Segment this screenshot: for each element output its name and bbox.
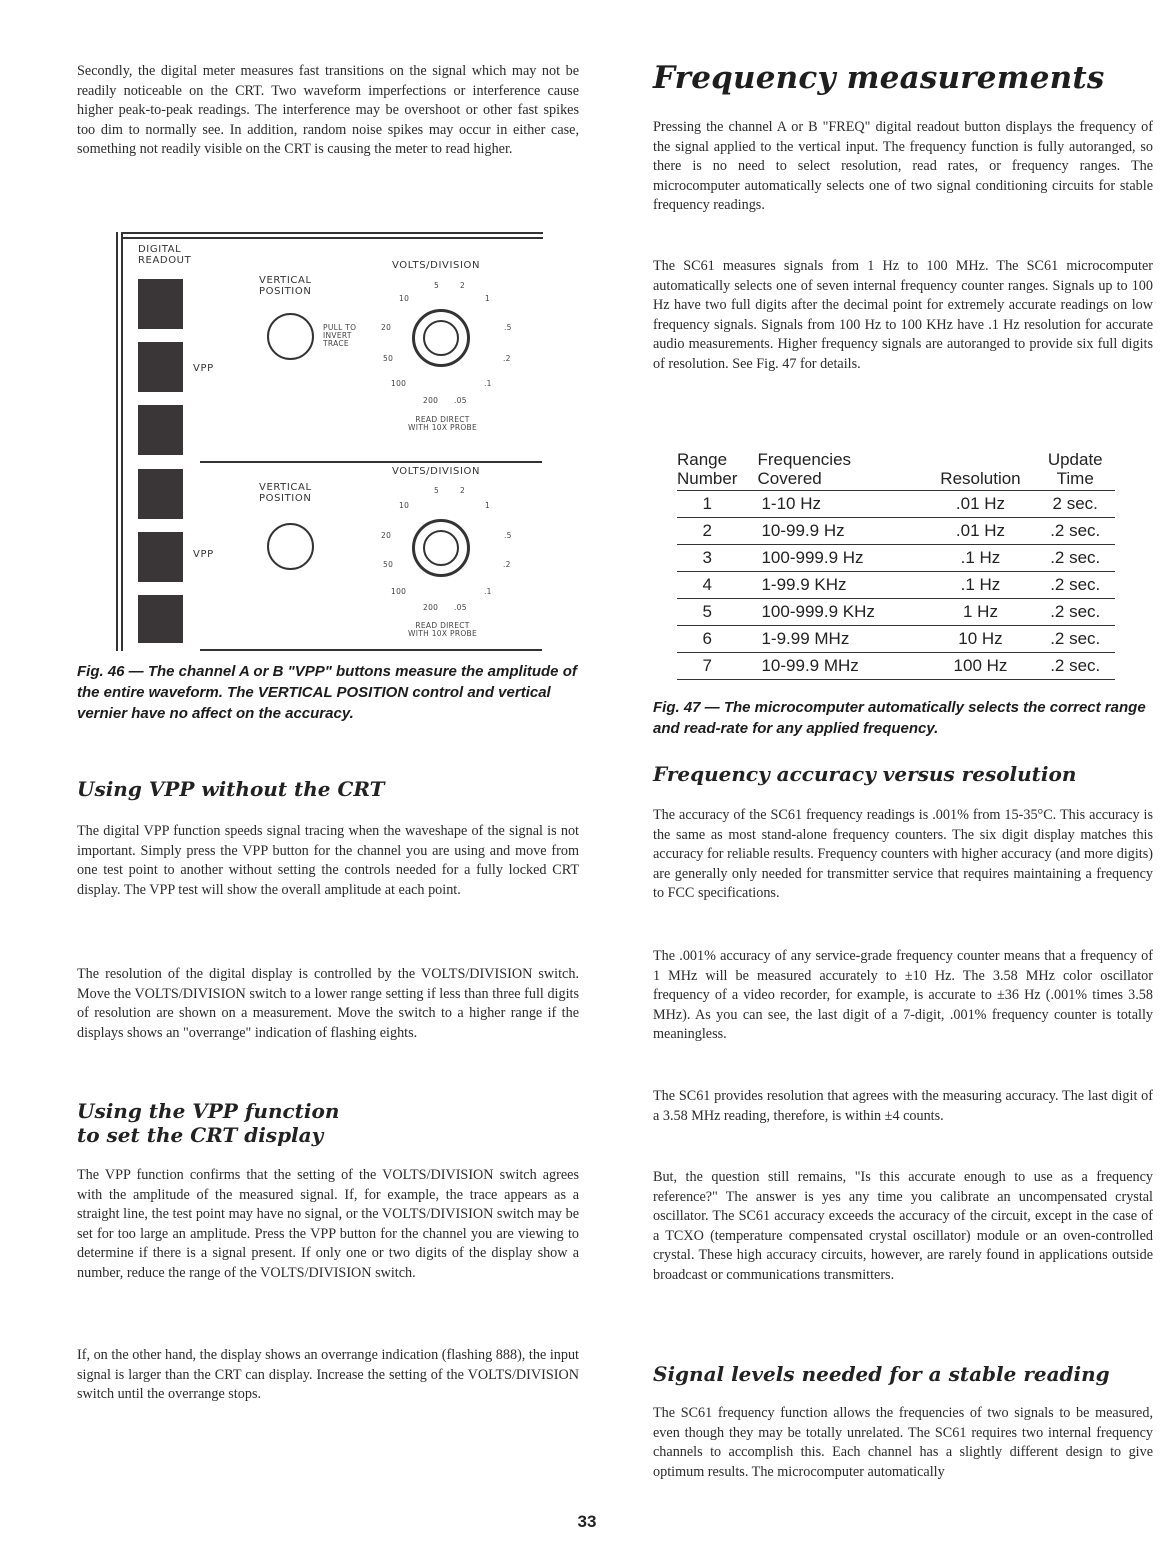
- resolution-cell: 1 Hz: [925, 599, 1035, 626]
- resolution-cell: .1 Hz: [925, 545, 1035, 572]
- paragraph-vpp-confirms-setting: The VPP function confirms that the setting of the VOLTS/DIVISION switch agrees with the amplitude of the measured signal. If, for example, the trace appears as a straight line, the test point may have no signal, or the VOLTS/DIVISION switch may be set for too large an amplitude. Press the VPP button for the channel you are viewing to determine if there is a signal present. If only one or two digits of the display show a number, reduce the range of the VOLTS/DIVISION switch.: [77, 1167, 579, 1281]
- paragraph-vpp-signal-tracing: The digital VPP function speeds signal tracing when the waveshape of the signal is not important. Simply press the VPP button for the channel you are using and move from one test point to another without setting the controls needed for a fully locked CRT display. The VPP test will show the overall amplitude at each point.: [77, 823, 579, 898]
- range-number-cell: 6: [677, 626, 737, 653]
- readout-button-6[interactable]: [138, 595, 183, 643]
- scale-01-a: .1: [484, 379, 492, 388]
- scale-1-b: 1: [485, 501, 491, 510]
- update-time-cell: .2 sec.: [1035, 572, 1115, 599]
- paragraph-meter-transitions: Secondly, the digital meter measures fast transitions on the signal which may not be readily noticeable on the CRT. Two waveform imperfections or interference cause higher peak-to-peak readings. The interference may be overshoot or other fast spikes too dim to normally see. In addition, random noise spikes may occur in either case, something not readily visible on the CRT is causing the meter to read higher.: [77, 63, 579, 158]
- frequencies-cell: 10-99.9 Hz: [737, 518, 925, 545]
- scale-01-b: .1: [484, 587, 492, 596]
- paragraph-freq-button: Pressing the channel A or B "FREQ" digital readout button displays the frequency of the signal applied to the vertical input. The frequency function is fully autoranged, so there is no need to select resolution, read rates, or frequency ranges. The microcomputer automatically selects one of two signal conditioning circuits for stable frequency readings.: [653, 119, 1153, 214]
- table-row: [677, 545, 1115, 572]
- page-number: 33: [577, 1512, 597, 1531]
- resolution-cell: 10 Hz: [925, 626, 1035, 653]
- panel-left-border-inner: [121, 232, 123, 651]
- header-resolution: [925, 450, 1035, 491]
- pull-to-invert-label: PULL TO INVERT TRACE: [323, 323, 357, 348]
- update-time-cell: .2 sec.: [1035, 599, 1115, 626]
- paragraph-resolution-agrees: The SC61 provides resolution that agrees with the measuring accuracy. The last digit of a 3.58 MHz reading, therefore, is within ±4 counts.: [653, 1088, 1153, 1124]
- header-number: Number: [677, 469, 738, 488]
- range-number-cell: 3: [677, 545, 737, 572]
- readout-button-4[interactable]: [138, 469, 183, 519]
- fig46-front-panel-diagram: [112, 227, 544, 651]
- range-number-cell: 5: [677, 599, 737, 626]
- range-number-cell: 1: [677, 491, 737, 518]
- paragraph-001-accuracy: The .001% accuracy of any service-grade frequency counter means that a frequency of 1 MHz will be measured accurately to ±10 Hz. The 3.58 MHz color oscillator frequency of a video recorder, for example, is accurate to ±36 Hz (.001% times 3.58 MHz). As you can see, the last digit of a 7-digit, .001% frequency counter is totally meaningless.: [653, 948, 1153, 1043]
- volts-division-knob-b[interactable]: [412, 519, 470, 577]
- fig47-caption: Fig. 47 — The microcomputer automatically selects the correct range and read-rate for any applied frequency.: [653, 699, 1146, 737]
- scale-10-a: 10: [399, 294, 410, 303]
- range-number-cell: 2: [677, 518, 737, 545]
- table-row: [677, 518, 1115, 545]
- paragraph-two-channels: The SC61 frequency function allows the frequencies of two signals to be measured, even though they may be totally unrelated. The SC61 requires two internal frequency channels to accomplish this. Each channel has a slightly different design to give optimum results. The microcomputer automatically: [653, 1405, 1153, 1480]
- frequencies-cell: 10-99.9 MHz: [737, 653, 925, 680]
- header-time: Time: [1056, 469, 1094, 488]
- volts-division-label-a: VOLTS/DIVISION: [392, 260, 481, 271]
- update-time-cell: 2 sec.: [1035, 491, 1115, 518]
- header-resolution-text: Resolution: [940, 469, 1021, 488]
- channel-divider: [200, 461, 542, 463]
- paragraph-accuracy: The accuracy of the SC61 frequency readings is .001% from 15-35°C. This accuracy is the same as most stand-alone frequency counters. The six digit display matches this accuracy for reliable results. Frequency counters with higher accuracy (and more digits) are generally only needed for transmitter service that requires maintaining a frequency to FCC specifications.: [653, 807, 1153, 902]
- scale-005-b: .05: [454, 603, 467, 612]
- vertical-position-label-a: VERTICAL POSITION: [259, 275, 312, 297]
- table-row: [677, 626, 1115, 653]
- table-header-row: [677, 450, 1115, 491]
- scale-200-a: 200: [423, 396, 439, 405]
- frequencies-cell: 1-9.99 MHz: [737, 626, 925, 653]
- header-frequencies: Frequencies: [757, 450, 852, 469]
- read-direct-label-a: READ DIRECT WITH 10X PROBE: [408, 415, 478, 432]
- frequencies-cell: 100-999.9 Hz: [737, 545, 925, 572]
- table-row: [677, 491, 1115, 518]
- scale-02-b: .2: [503, 560, 511, 569]
- update-time-cell: .2 sec.: [1035, 626, 1115, 653]
- frequencies-cell: 1-10 Hz: [737, 491, 925, 518]
- header-update: Update: [1047, 450, 1103, 469]
- header-update-time: [1035, 450, 1115, 491]
- frequency-range-table: [677, 450, 1115, 680]
- scale-20-a: 20: [381, 323, 392, 332]
- panel-top-border: [121, 232, 543, 234]
- vertical-position-knob-b[interactable]: [267, 523, 314, 570]
- heading-signal-levels: Signal levels needed for a stable reading: [653, 1362, 1110, 1386]
- scale-50-b: 50: [383, 560, 394, 569]
- fig46-caption: Fig. 46 — The channel A or B "VPP" buttons measure the amplitude of the entire waveform. The VERTICAL POSITION control and vertical vernier have no affect on the accuracy.: [77, 663, 577, 722]
- readout-button-3[interactable]: [138, 405, 183, 455]
- panel-left-border: [116, 232, 118, 651]
- table-row: [677, 572, 1115, 599]
- header-range: Range: [677, 450, 728, 469]
- volts-division-knob-a[interactable]: [412, 309, 470, 367]
- scale-20-b: 20: [381, 531, 392, 540]
- vertical-position-label-b: VERTICAL POSITION: [259, 482, 312, 504]
- heading-vpp-function-line2: to set the CRT display: [77, 1123, 324, 1147]
- scale-10-b: 10: [399, 501, 410, 510]
- vpp-label-b: VPP: [193, 549, 214, 560]
- panel-top-border-inner: [121, 237, 543, 239]
- table-row: [677, 653, 1115, 680]
- scale-2-a: 2: [460, 281, 466, 290]
- read-direct-label-b: READ DIRECT WITH 10X PROBE: [408, 621, 478, 638]
- scale-05-a: .5: [504, 323, 512, 332]
- volts-division-label-b: VOLTS/DIVISION: [392, 466, 481, 477]
- scale-50-a: 50: [383, 354, 394, 363]
- paragraph-frequency-reference: But, the question still remains, "Is this accurate enough to use as a frequency reference?" The answer is yes any time you calibrate an uncompensated crystal oscillator. The SC61 accuracy exceeds the accuracy of the circuit, except in the case of a TCXO (temperature compensated crystal oscillator) module or an oven-controlled crystal. These high accuracy circuits, however, are rarely found in applications outside broadcast or communications transmitters.: [653, 1169, 1153, 1283]
- scale-200-b: 200: [423, 603, 439, 612]
- scale-100-a: 100: [391, 379, 407, 388]
- vertical-position-knob-a[interactable]: [267, 313, 314, 360]
- heading-using-vpp-without-crt: Using VPP without the CRT: [77, 777, 385, 801]
- frequencies-cell: 100-999.9 KHz: [737, 599, 925, 626]
- header-range-number: [677, 450, 737, 491]
- header-frequencies-covered: [737, 450, 925, 491]
- scale-02-a: .2: [503, 354, 511, 363]
- paragraph-display-resolution: The resolution of the digital display is controlled by the VOLTS/DIVISION switch. Move the VOLTS/DIVISION switch to a lower range setting if less than three full digits of resolution are shown on a measurement. Move the switch to a higher range if the displays shows an "overrange" indication of flashing eights.: [77, 966, 579, 1041]
- scale-2-b: 2: [460, 486, 466, 495]
- vpp-label-a: VPP: [193, 363, 214, 374]
- heading-accuracy-vs-resolution: Frequency accuracy versus resolution: [653, 762, 1077, 786]
- update-time-cell: .2 sec.: [1035, 653, 1115, 680]
- digital-readout-label: DIGITAL READOUT: [138, 244, 192, 266]
- scale-5-b: 5: [434, 486, 440, 495]
- scale-05-b: .5: [504, 531, 512, 540]
- readout-button-1[interactable]: [138, 279, 183, 329]
- update-time-cell: .2 sec.: [1035, 518, 1115, 545]
- range-number-cell: 4: [677, 572, 737, 599]
- scale-005-a: .05: [454, 396, 467, 405]
- vpp-button-a[interactable]: [138, 342, 183, 392]
- paragraph-overrange: If, on the other hand, the display shows an overrange indication (flashing 888), the input signal is larger than the CRT can display. Increase the setting of the VOLTS/DIVISION switch until the overrange stops.: [77, 1347, 579, 1403]
- scale-1-a: 1: [485, 294, 491, 303]
- heading-vpp-function-line1: Using the VPP function: [77, 1099, 340, 1123]
- range-number-cell: 7: [677, 653, 737, 680]
- scale-100-b: 100: [391, 587, 407, 596]
- page-title-frequency-measurements: Frequency measurements: [653, 60, 1105, 96]
- frequencies-cell: 1-99.9 KHz: [737, 572, 925, 599]
- table-row: [677, 599, 1115, 626]
- resolution-cell: .1 Hz: [925, 572, 1035, 599]
- scale-5-a: 5: [434, 281, 440, 290]
- resolution-cell: .01 Hz: [925, 491, 1035, 518]
- update-time-cell: .2 sec.: [1035, 545, 1115, 572]
- vpp-button-b[interactable]: [138, 532, 183, 582]
- header-covered: Covered: [757, 469, 822, 488]
- cal-vernier-knob-b[interactable]: [423, 530, 459, 566]
- resolution-cell: .01 Hz: [925, 518, 1035, 545]
- panel-bottom-line: [200, 649, 542, 651]
- resolution-cell: 100 Hz: [925, 653, 1035, 680]
- paragraph-sc61-ranges: The SC61 measures signals from 1 Hz to 100 MHz. The SC61 microcomputer automatically selects one of seven internal frequency counter ranges. Signals up to 100 Hz have two full digits after the decimal point for extremely accurate readings on low frequency signals. Signals from 100 Hz to 100 KHz have .1 Hz resolution for accurate audio measurements. Higher frequency signals are autoranged to provide six full digits of resolution. See Fig. 47 for details.: [653, 258, 1153, 372]
- cal-vernier-knob-a[interactable]: [423, 320, 459, 356]
